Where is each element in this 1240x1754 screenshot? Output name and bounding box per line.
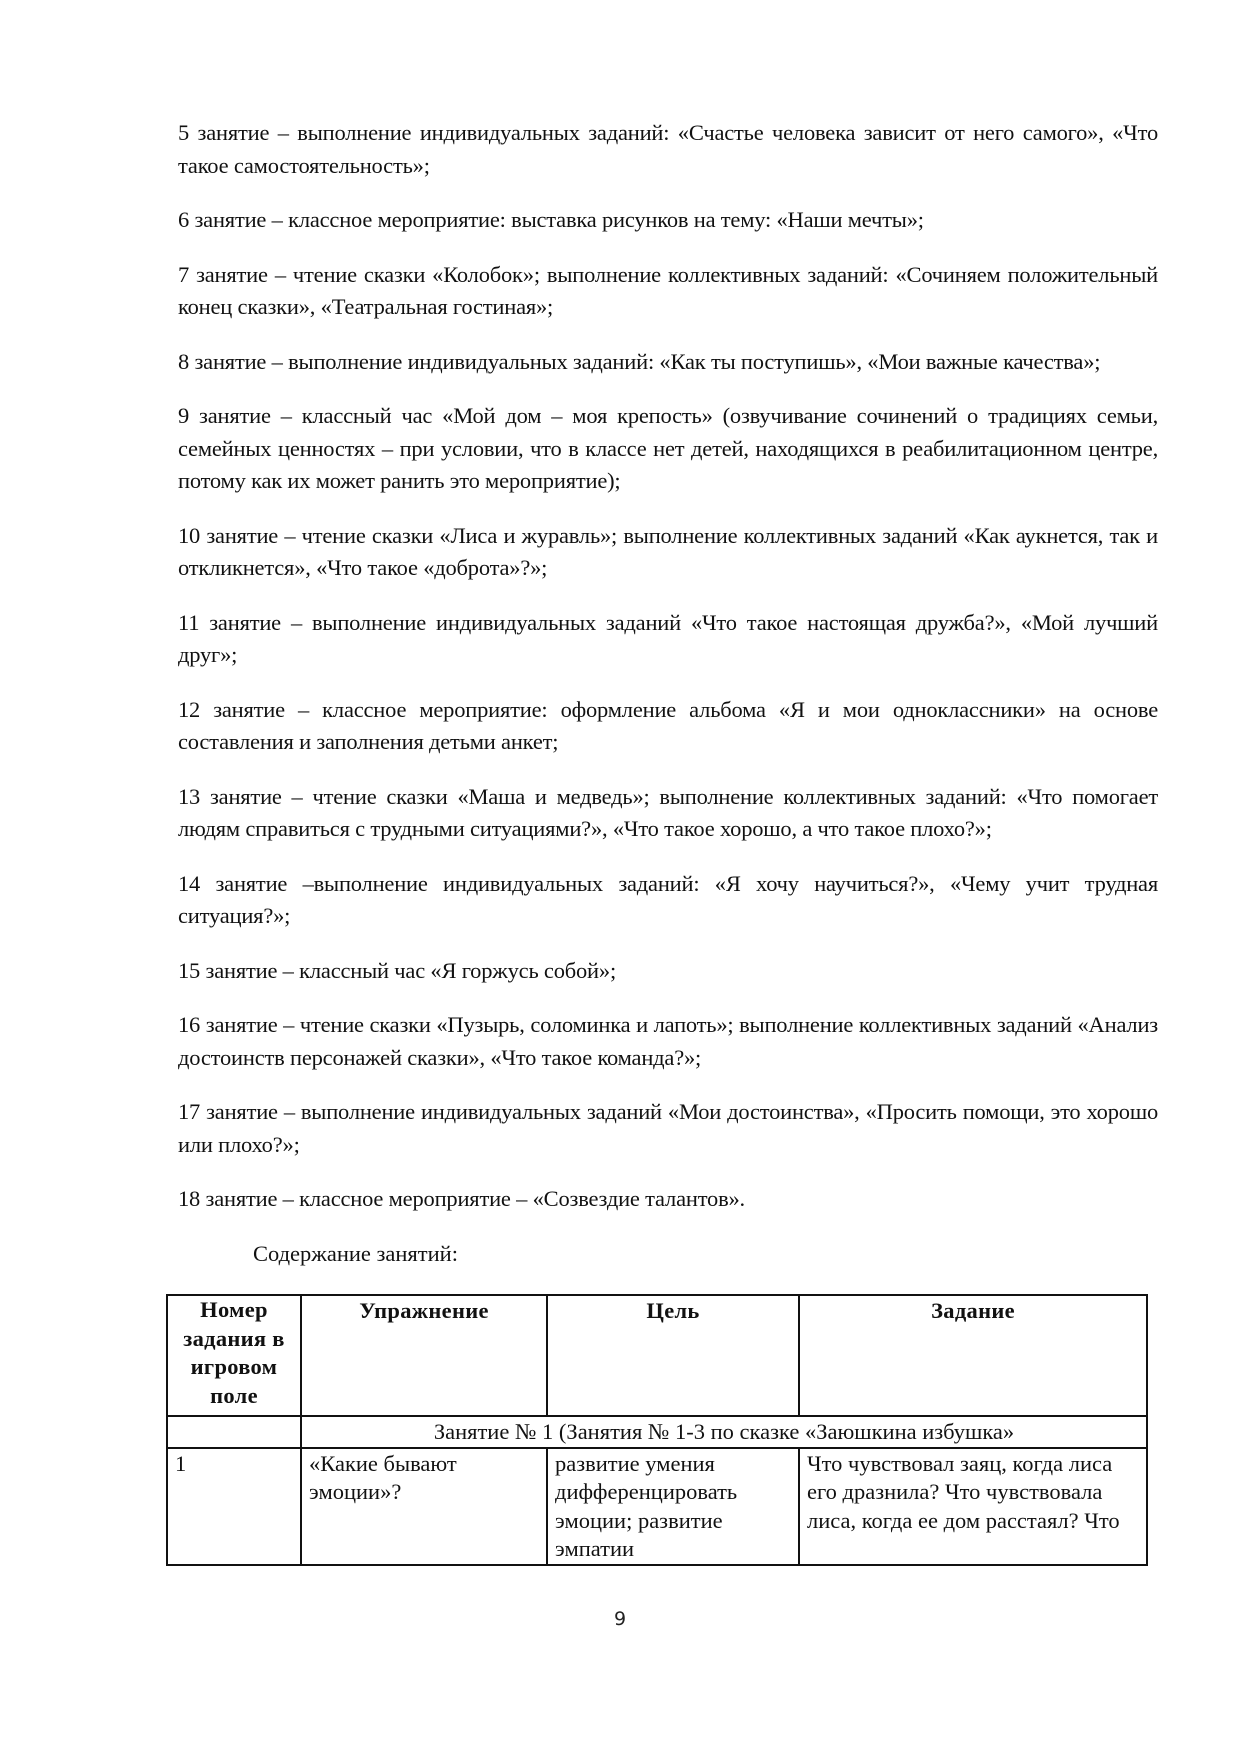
- lesson-7-paragraph: 7 занятие – чтение сказки «Колобок»; выполнение коллективных заданий: «Сочиняем положительный конец сказки», «Театральная гостиная»;: [178, 261, 1158, 319]
- lesson-11-paragraph: 11 занятие – выполнение индивидуальных заданий «Что такое настоящая дружба?», «Мой лучший друг»;: [178, 609, 1158, 667]
- section-empty-cell: [167, 1416, 301, 1448]
- table-section-row: [167, 1416, 1147, 1448]
- lesson-14-paragraph: 14 занятие –выполнение индивидуальных заданий: «Я хочу научиться?», «Чему учит трудная ситуация?»;: [178, 870, 1158, 928]
- lesson-18-paragraph: 18 занятие – классное мероприятие – «Созвездие талантов».: [178, 1186, 745, 1211]
- lesson-5-paragraph: 5 занятие – выполнение индивидуальных заданий: «Счастье человека зависит от него самого», «Что такое самостоятельность»;: [178, 120, 1158, 178]
- header-exercise: Упражнение: [301, 1295, 547, 1416]
- lessons-table: [166, 1294, 1148, 1566]
- lesson-13-paragraph: 13 занятие – чтение сказки «Маша и медведь»; выполнение коллективных заданий: «Что помогает людям справиться с трудными ситуациями?», «Что такое хорошо, а что такое плохо?»;: [178, 783, 1158, 841]
- lesson-6-paragraph: 6 занятие – классное мероприятие: выставка рисунков на тему: «Наши мечты»;: [178, 207, 924, 232]
- header-task-number: Номер задания в игровом поле: [167, 1295, 301, 1416]
- cell-goal: развитие умения дифференцировать эмоции; развитие эмпатии: [547, 1448, 799, 1565]
- cell-task: Что чувствовал заяц, когда лиса его дразнила? Что чувствовала лиса, когда ее дом расстаял? Что: [799, 1448, 1147, 1565]
- lesson-15-paragraph: 15 занятие – классный час «Я горжусь собой»;: [178, 957, 617, 983]
- page-number: 9: [613, 1608, 627, 1630]
- table-header-row: [167, 1295, 1147, 1416]
- lesson-17-paragraph: 17 занятие – выполнение индивидуальных заданий «Мои достоинства», «Просить помощи, это хорошо или плохо?»;: [178, 1099, 1158, 1157]
- lesson-10-paragraph: 10 занятие – чтение сказки «Лиса и журавль»; выполнение коллективных заданий «Как аукнется, так и откликнется», «Что такое «доброта»?»;: [178, 522, 1158, 580]
- document-page: [175, 117, 1158, 1566]
- lessons-content-heading: Содержание занятий:: [253, 1240, 458, 1266]
- lesson-8-paragraph: 8 занятие – выполнение индивидуальных заданий: «Как ты поступишь», «Мои важные качества»;: [178, 348, 1101, 374]
- table-row: [167, 1448, 1147, 1565]
- header-goal: Цель: [547, 1295, 799, 1416]
- lesson-12-paragraph: 12 занятие – классное мероприятие: оформление альбома «Я и мои одноклассники» на основе составления и заполнения детьми анкет;: [178, 696, 1158, 754]
- lesson-9-paragraph: 9 занятие – классный час «Мой дом – моя крепость» (озвучивание сочинений о традициях семьи, семейных ценностях – при условии, что в классе нет детей, находящихся в реабилитационном центре, потому как их может ранить это мероприятие);: [178, 403, 1158, 493]
- section-title: Занятие № 1 (Занятия № 1-3 по сказке «Заюшкина избушка»: [301, 1416, 1147, 1448]
- cell-task-number: 1: [167, 1448, 301, 1565]
- lesson-16-paragraph: 16 занятие – чтение сказки «Пузырь, соломинка и лапоть»; выполнение коллективных заданий «Анализ достоинств персонажей сказки», «Что такое команда?»;: [178, 1012, 1158, 1070]
- header-task: Задание: [799, 1295, 1147, 1416]
- cell-exercise: «Какие бывают эмоции»?: [301, 1448, 547, 1565]
